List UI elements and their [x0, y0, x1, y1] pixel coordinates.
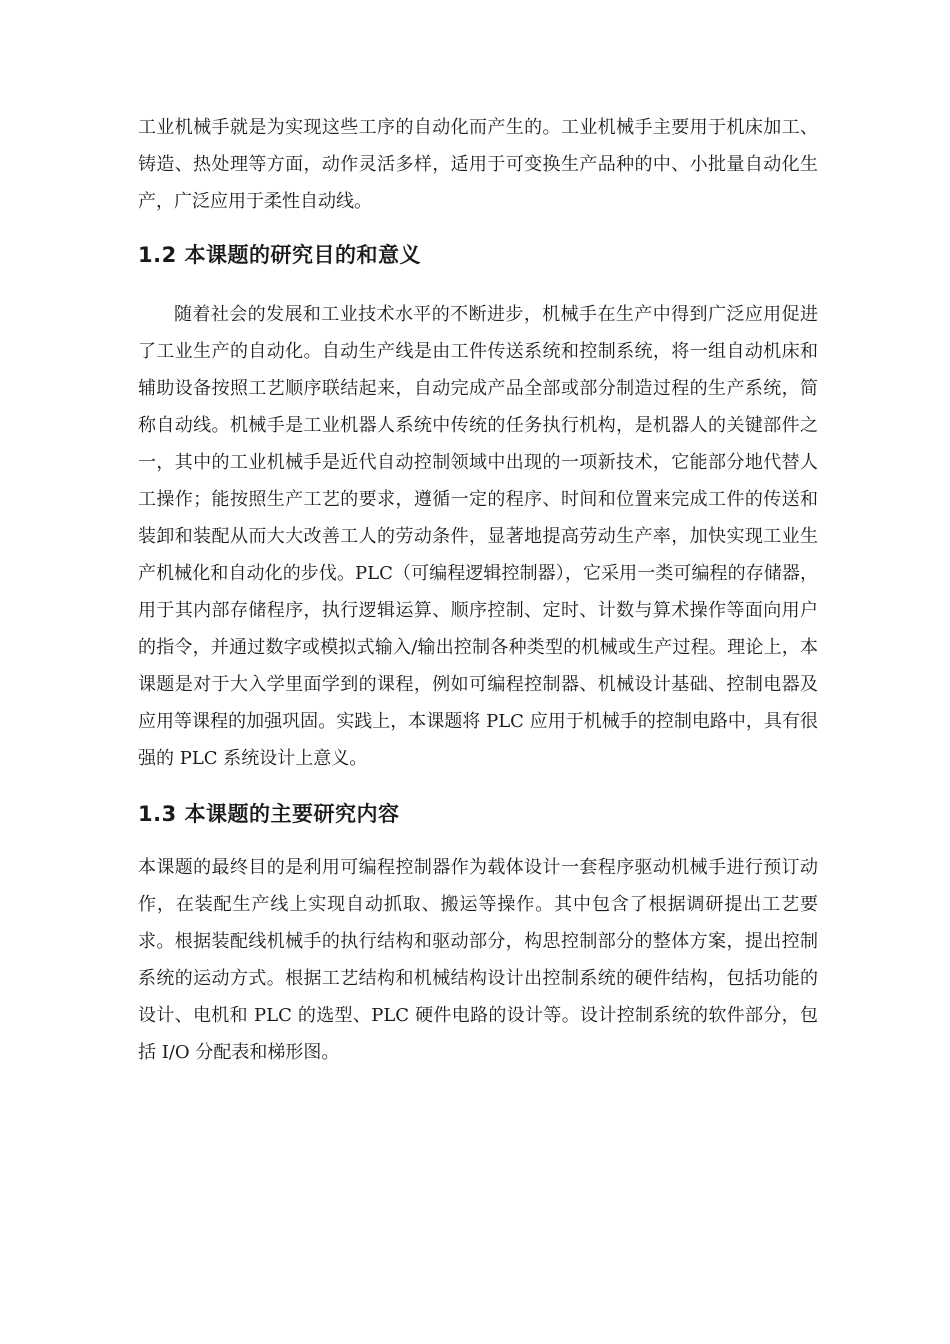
section-1-2-heading: 1.2 本课题的研究目的和意义: [138, 243, 422, 267]
document-page: [138, 109, 818, 1071]
section-1-3-paragraph: 本课题的最终目的是利用可编程控制器作为载体设计一套程序驱动机械手进行预订动作，在装配生产线上实现自动抓取、搬运等操作。其中包含了根据调研提出工艺要求。根据装配线机械手的执行结构和驱动部分，构思控制部分的整体方案，提出控制系统的运动方式。根据工艺结构和机械结构设计出控制系统的硬件结构，包括功能的设计、电机和 PLC 的选型、PLC 硬件电路的设计等。设计控制系统的软件部分，包括 I/O 分配表和梯形图。: [138, 857, 818, 1063]
section-1-1-tail-paragraph: 工业机械手就是为实现这些工序的自动化而产生的。工业机械手主要用于机床加工、铸造、热处理等方面，动作灵活多样，适用于可变换生产品种的中、小批量自动化生产，广泛应用于柔性自动线。: [138, 117, 818, 212]
section-1-3-heading: 1.3 本课题的主要研究内容: [138, 802, 400, 826]
section-1-2-paragraph: 随着社会的发展和工业技术水平的不断进步，机械手在生产中得到广泛应用促进了工业生产的自动化。自动生产线是由工件传送系统和控制系统，将一组自动机床和辅助设备按照工艺顺序联结起来，自动完成产品全部或部分制造过程的生产系统，简称自动线。机械手是工业机器人系统中传统的任务执行机构，是机器人的关键部件之一，其中的工业机械手是近代自动控制领域中出现的一项新技术，它能部分地代替人工操作；能按照生产工艺的要求，遵循一定的程序、时间和位置来完成工件的传送和装卸和装配从而大大改善工人的劳动条件，显著地提高劳动生产率，加快实现工业生产机械化和自动化的步伐。PLC（可编程逻辑控制器），它采用一类可编程的存储器，用于其内部存储程序，执行逻辑运算、顺序控制、定时、计数与算术操作等面向用户的指令，并通过数字或模拟式输入/输出控制各种类型的机械或生产过程。理论上，本课题是对于大入学里面学到的课程，例如可编程控制器、机械设计基础、控制电器及应用等课程的加强巩固。实践上，本课题将 PLC 应用于机械手的控制电路中，具有很强的 PLC 系统设计上意义。: [138, 304, 818, 769]
